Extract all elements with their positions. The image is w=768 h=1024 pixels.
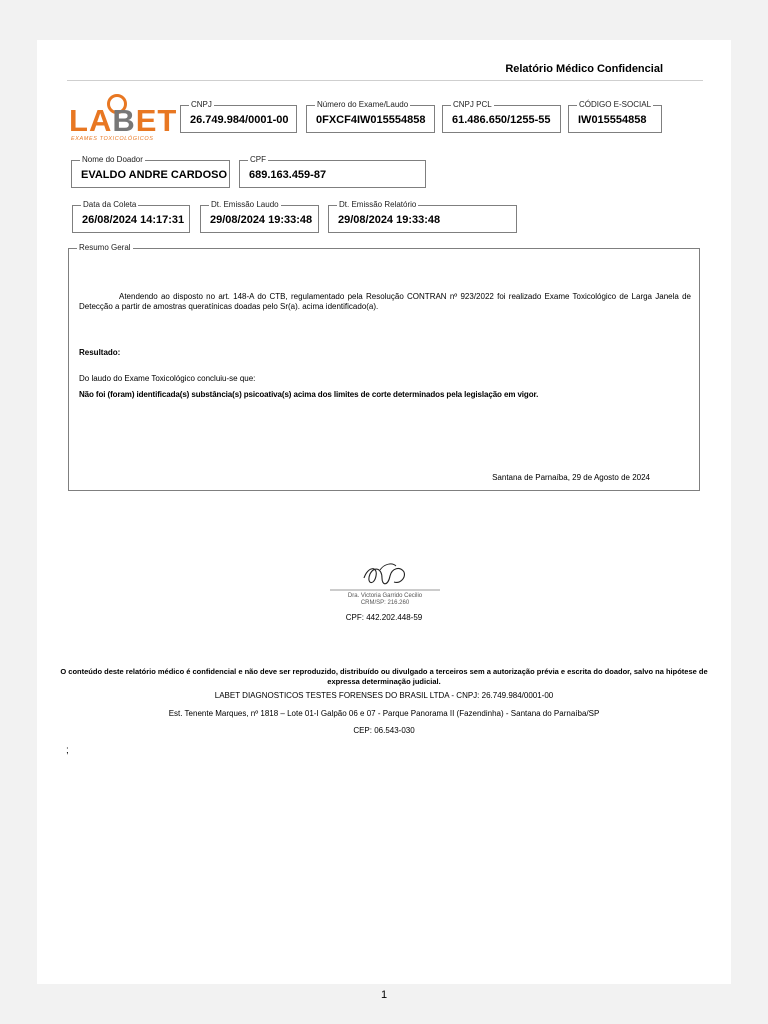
donor-name-field xyxy=(71,155,230,188)
city-date: Santana de Parnaíba, 29 de Agosto de 2024 xyxy=(492,473,650,482)
signer-name: Dra. Victoria Garrido Cecilio xyxy=(347,593,423,599)
collection-date-value: 26/08/2024 14:17:31 xyxy=(82,214,185,226)
esocial-code-value: IW015554858 xyxy=(578,114,647,126)
summary-paragraph: Atendendo ao disposto no art. 148-A do CTB, regulamentado pela Resolução CONTRAN nº 923/2022 foi realizado Exame Toxicológico de Larga Janela de Detecção a partir de amostras queratínicas doadas pelo Sr(a). acima identificado(a). xyxy=(79,292,691,311)
signer-cpf: CPF: 442.202.448-59 xyxy=(345,613,423,622)
header-divider xyxy=(67,80,703,81)
cnpj-label: CNPJ xyxy=(191,100,212,109)
general-summary-label: Resumo Geral xyxy=(79,243,131,252)
cpf-value: 689.163.459-87 xyxy=(249,169,327,181)
donor-name-label: Nome do Doador xyxy=(82,155,143,164)
collection-date-label: Data da Coleta xyxy=(83,200,137,209)
result-text: Não foi (foram) identificada(s) substância(s) psicoativa(s) acima dos limites de corte determinados pela legislação em vigor. xyxy=(79,390,539,399)
page-number: 1 xyxy=(380,989,388,1001)
signer-crm: CRM/SP: 216.260 xyxy=(360,600,410,606)
signature-image xyxy=(330,560,440,594)
report-issue-date-value: 29/08/2024 19:33:48 xyxy=(210,214,313,226)
exam-number-value: 0FXCF4IW015554858 xyxy=(316,114,426,126)
cnpj-pcl-value: 61.486.650/1255-55 xyxy=(452,114,551,126)
exam-number-field xyxy=(306,100,435,133)
stray-mark: ; xyxy=(66,745,69,756)
cnpj-value: 26.749.984/0001-00 xyxy=(190,114,289,126)
address-line: Est. Tenente Marques, nº 1818 – Lote 01-I Galpão 06 e 07 - Parque Panorama II (Fazendinha) - Santana do Parnaíba/SP xyxy=(168,709,600,718)
cpf-label: CPF xyxy=(250,155,266,164)
cnpj-pcl-label: CNPJ PCL xyxy=(453,100,492,109)
cnpj-pcl-field xyxy=(442,100,561,133)
exam-number-label: Número do Exame/Laudo xyxy=(317,100,409,109)
labet-logo xyxy=(69,94,178,146)
report-issue-date-field xyxy=(200,200,319,233)
report-issue-date-label: Dt. Emissão Laudo xyxy=(211,200,279,209)
cnpj-field xyxy=(180,100,297,133)
summary-issue-date-field xyxy=(328,200,517,233)
logo-tagline: EXAMES TOXICOLÓGICOS xyxy=(71,136,154,142)
collection-date-field xyxy=(72,200,190,233)
page-title: Relatório Médico Confidencial xyxy=(505,63,663,75)
cep-line: CEP: 06.543-030 xyxy=(353,726,415,735)
summary-issue-date-value: 29/08/2024 19:33:48 xyxy=(338,214,441,226)
confidentiality-note: O conteúdo deste relatório médico é confidencial e não deve ser reproduzido, distribuído ou divulgado a terceiros sem a autorização prévia e escrita do doador, salvo na hipótese de expressa determinação judicial. xyxy=(60,667,708,686)
result-title: Resultado: xyxy=(79,348,121,357)
esocial-code-field xyxy=(568,100,662,133)
cpf-field xyxy=(239,155,426,188)
esocial-code-label: CÓDIGO E-SOCIAL xyxy=(579,100,652,109)
logo-wordmark: LABET xyxy=(69,103,178,138)
general-summary-box xyxy=(68,243,700,491)
donor-name-value: EVALDO ANDRE CARDOSO xyxy=(81,169,228,181)
signature-block xyxy=(330,560,440,610)
summary-issue-date-label: Dt. Emissão Relatório xyxy=(339,200,417,209)
company-line: LABET DIAGNOSTICOS TESTES FORENSES DO BRASIL LTDA - CNPJ: 26.749.984/0001-00 xyxy=(214,691,554,700)
result-intro: Do laudo do Exame Toxicológico concluiu-se que: xyxy=(79,374,256,383)
